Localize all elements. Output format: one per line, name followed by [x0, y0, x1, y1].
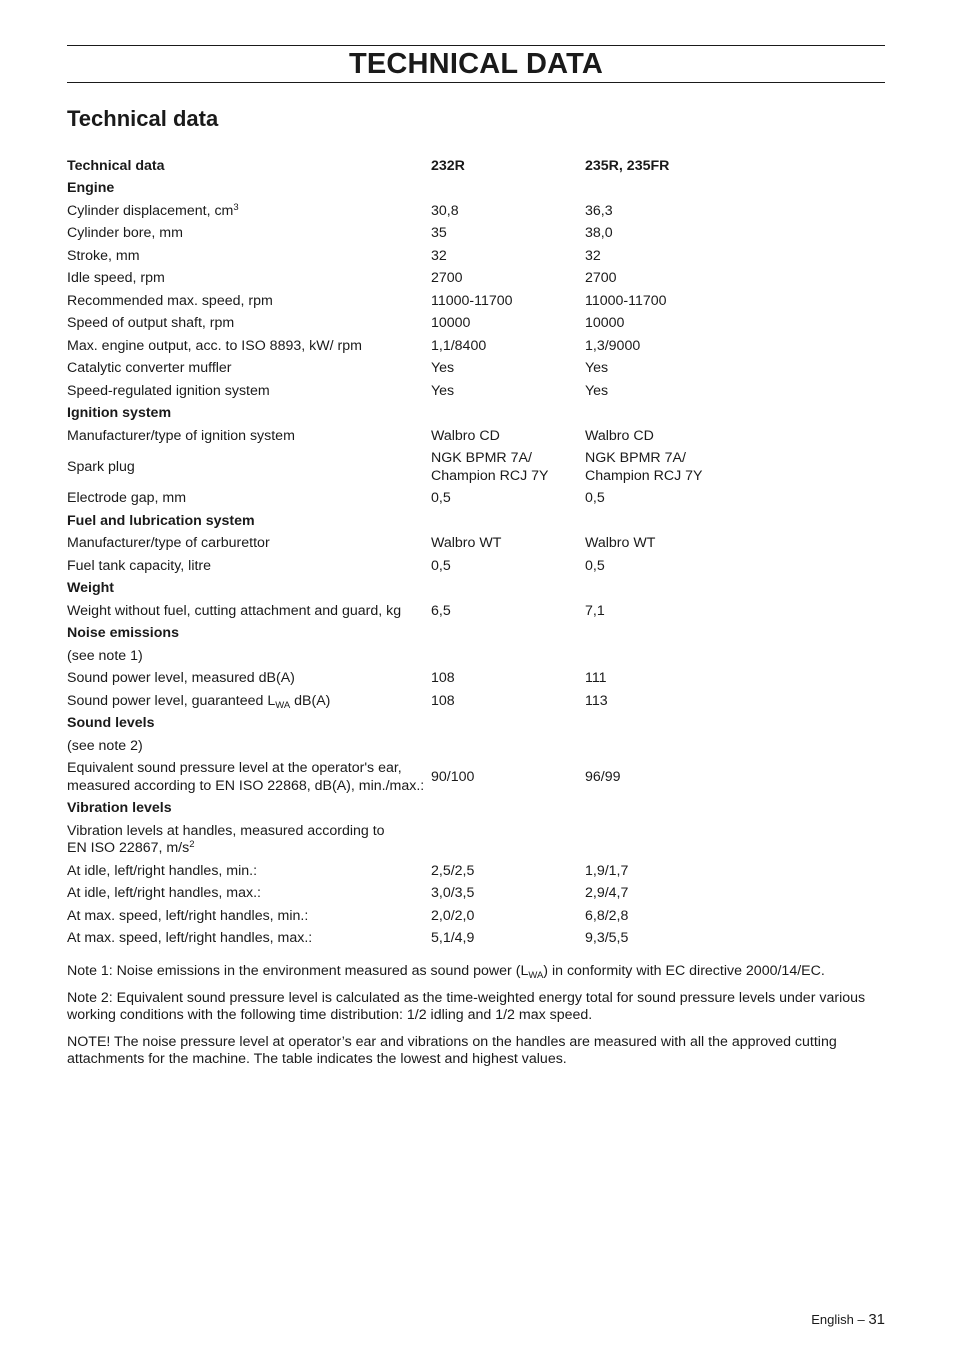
- table-group-row: [67, 178, 787, 201]
- table-row: [67, 860, 787, 883]
- table-row: [67, 928, 787, 951]
- label-text: Speed of output shaft, rpm: [67, 315, 235, 331]
- row-label: [67, 735, 431, 758]
- value-235r: 0,5: [585, 557, 605, 574]
- group-label: Engine: [67, 180, 115, 196]
- note-1-text-end: ) in conformity with EC directive 2000/14/EC.: [543, 963, 825, 979]
- value-232r: 2,0/2,0: [431, 907, 475, 924]
- value-232r: 0,5: [431, 490, 451, 506]
- table-row: [67, 820, 787, 860]
- row-label: [67, 533, 431, 556]
- note-2: Note 2: Equivalent sound pressure level is calculated as the time-weighted energy total for sound pressure levels under various working conditions with the following time distribution: 1/2 idling and 1/2 max speed.: [67, 989, 866, 1023]
- empty-cell: [431, 578, 585, 601]
- value-235r: 6,8/2,8: [585, 907, 629, 924]
- group-label: Ignition system: [67, 405, 172, 421]
- technical-data-table: [67, 155, 787, 950]
- label-line: Equivalent sound pressure level at the operator's ear,: [67, 760, 402, 776]
- label-text: EN ISO 22867, m/s: [67, 840, 190, 856]
- table-group-row: [67, 578, 787, 601]
- value-232r: [431, 820, 585, 860]
- empty-cell: [585, 578, 787, 601]
- label-text: At max. speed, left/right handles, min.:: [67, 907, 309, 924]
- label-text: Cylinder displacement, cm: [67, 202, 234, 219]
- table-row: [67, 313, 787, 336]
- table-group-row: [67, 510, 787, 533]
- label-text: Weight without fuel, cutting attachment and guard, kg: [67, 602, 402, 619]
- label-text: Manufacturer/type of ignition system: [67, 427, 295, 444]
- value-line: Champion RCJ 7Y: [585, 467, 703, 484]
- value-235r: 96/99: [585, 768, 621, 785]
- table-group-row: [67, 798, 787, 821]
- value-235r: 2700: [585, 270, 617, 286]
- value-235r: 38,0: [585, 225, 613, 241]
- table-row: [67, 268, 787, 291]
- table-row: [67, 758, 787, 798]
- label-text: Sound power level, guaranteed L: [67, 692, 276, 709]
- value-235r: 1,3/9000: [585, 337, 641, 354]
- value-235r: 36,3: [585, 202, 613, 219]
- table-row: [67, 448, 787, 488]
- value-line: Champion RCJ 7Y: [431, 467, 549, 484]
- value-232r: 30,8: [431, 202, 459, 219]
- value-232r: 108: [431, 692, 455, 709]
- label-text: Speed-regulated ignition system: [67, 382, 270, 399]
- row-label: [67, 335, 431, 358]
- label-text: At idle, left/right handles, min.:: [67, 862, 258, 879]
- row-label: [67, 883, 431, 906]
- table-row: [67, 425, 787, 448]
- value-235r: 11000-11700: [585, 292, 667, 309]
- row-label: [67, 758, 431, 798]
- value-235r: 32: [585, 247, 601, 264]
- row-label: [67, 668, 431, 691]
- row-label: Spark plug: [67, 458, 135, 475]
- label-line: Vibration levels at handles, measured according to: [67, 822, 385, 839]
- empty-cell: [431, 623, 585, 646]
- label-text: Electrode gap, mm: [67, 490, 187, 506]
- label-text: Manufacturer/type of carburettor: [67, 535, 270, 551]
- row-label: [67, 928, 431, 951]
- value-232r: 3,0/3,5: [431, 885, 475, 901]
- row-label: [67, 645, 431, 668]
- group-label: Sound levels: [67, 715, 155, 731]
- value-232r: 0,5: [431, 557, 451, 574]
- table-row: [67, 690, 787, 713]
- empty-cell: [585, 178, 787, 201]
- table-row: [67, 245, 787, 268]
- column-header: 235R, 235FR: [585, 157, 670, 174]
- row-label: [67, 690, 431, 713]
- page-header-title: TECHNICAL DATA: [348, 48, 604, 80]
- value-line: NGK BPMR 7A/: [585, 450, 686, 466]
- label-text: Catalytic converter muffler: [67, 360, 232, 376]
- empty-cell: [431, 178, 585, 201]
- table-group-row: [67, 713, 787, 736]
- value-232r: Walbro WT: [431, 535, 502, 551]
- table-row: [67, 645, 787, 668]
- empty-cell: [585, 713, 787, 736]
- value-235r: [585, 448, 787, 488]
- group-label: Weight: [67, 580, 115, 596]
- table-row: [67, 668, 787, 691]
- column-header: Technical data: [67, 157, 165, 174]
- empty-cell: [431, 713, 585, 736]
- value-235r: Walbro CD: [585, 427, 654, 444]
- row-label: [67, 290, 431, 313]
- page-header: [67, 45, 885, 83]
- section-title: Technical data: [67, 106, 219, 131]
- table-group-row: [67, 623, 787, 646]
- value-232r: 5,1/4,9: [431, 930, 475, 946]
- label-text: Recommended max. speed, rpm: [67, 292, 273, 309]
- value-232r: 6,5: [431, 602, 451, 619]
- value-232r: 10000: [431, 315, 471, 331]
- table-group-row: [67, 403, 787, 426]
- table-row: [67, 290, 787, 313]
- label-text: Max. engine output, acc. to ISO 8893, kW/ rpm: [67, 337, 362, 354]
- table-row: [67, 488, 787, 511]
- value-235r: 9,3/5,5: [585, 930, 629, 946]
- table-row: [67, 200, 787, 223]
- subscript: WA: [275, 699, 291, 711]
- row-label: [67, 425, 431, 448]
- value-235r: Yes: [585, 360, 609, 376]
- note-1: [67, 963, 885, 981]
- table-row: [67, 335, 787, 358]
- row-label: [67, 200, 431, 223]
- label-text: Idle speed, rpm: [67, 270, 165, 286]
- label-text: (see note 2): [67, 737, 143, 754]
- row-label: [67, 358, 431, 381]
- value-232r: 2,5/2,5: [431, 862, 475, 879]
- note-3: NOTE! The noise pressure level at operator’s ear and vibrations on the handles are measured with all the approved cutting attachments for the machine. The table indicates the lowest and highest values.: [67, 1033, 837, 1067]
- row-label: [67, 555, 431, 578]
- empty-cell: [585, 798, 787, 821]
- table-row: [67, 735, 787, 758]
- row-label: [67, 860, 431, 883]
- value-232r: Yes: [431, 360, 455, 376]
- technical-data-table-body: [67, 155, 787, 950]
- group-label: Noise emissions: [67, 625, 179, 641]
- value-235r: 113: [585, 692, 608, 709]
- value-235r: [585, 645, 787, 668]
- notes: [67, 963, 885, 1078]
- label-text: measured according to EN ISO 22868, dB(A), min./max.:: [67, 777, 425, 794]
- page-number: 31: [868, 1311, 885, 1328]
- note-1-text-start: Note 1: Noise emissions in the environment measured as sound power (L: [67, 963, 529, 979]
- row-label: [67, 245, 431, 268]
- value-232r: Yes: [431, 382, 455, 399]
- empty-cell: [585, 403, 787, 426]
- group-label: Vibration levels: [67, 800, 172, 816]
- value-235r: 1,9/1,7: [585, 862, 629, 879]
- footer-separator: –: [853, 1312, 869, 1327]
- label-text: At idle, left/right handles, max.:: [67, 885, 261, 901]
- table-row: [67, 380, 787, 403]
- value-235r: 0,5: [585, 490, 605, 506]
- table-row: [67, 905, 787, 928]
- value-235r: [585, 735, 787, 758]
- value-232r: [431, 645, 585, 668]
- table-row: [67, 555, 787, 578]
- table-row: [67, 600, 787, 623]
- label-text: Sound power level, measured dB(A): [67, 670, 295, 686]
- label-text: (see note 1): [67, 647, 143, 664]
- row-label: [67, 313, 431, 336]
- row-label: [67, 380, 431, 403]
- value-232r: [431, 735, 585, 758]
- table-row: [67, 223, 787, 246]
- row-label: [67, 488, 431, 511]
- label-text: Cylinder bore, mm: [67, 225, 183, 241]
- value-235r: 111: [585, 670, 607, 686]
- value-232r: 32: [431, 247, 447, 264]
- empty-cell: [431, 403, 585, 426]
- label-line: [67, 840, 431, 858]
- label-text: Fuel tank capacity, litre: [67, 557, 212, 574]
- value-235r: 2,9/4,7: [585, 885, 629, 901]
- value-232r: 35: [431, 225, 447, 241]
- page-footer: [811, 1311, 885, 1328]
- footer-language: English: [811, 1312, 854, 1327]
- group-label: Fuel and lubrication system: [67, 512, 255, 529]
- superscript: 3: [233, 201, 239, 213]
- label-text: Stroke, mm: [67, 247, 140, 264]
- row-label: [67, 600, 431, 623]
- table-row: [67, 533, 787, 556]
- row-label: [67, 905, 431, 928]
- label-text: At max. speed, left/right handles, max.:: [67, 930, 313, 946]
- row-label: [67, 820, 431, 860]
- note-1-subscript: WA: [528, 970, 544, 981]
- value-232r: 1,1/8400: [431, 337, 487, 354]
- value-232r: 11000-11700: [431, 292, 513, 309]
- column-header: 232R: [431, 157, 465, 174]
- empty-cell: [431, 510, 585, 533]
- value-232r: [431, 448, 585, 488]
- table-row: [67, 358, 787, 381]
- value-232r: Walbro CD: [431, 427, 500, 444]
- value-235r: [585, 820, 787, 860]
- label-line: [67, 778, 431, 796]
- value-232r: 108: [431, 670, 455, 686]
- value-232r: 2700: [431, 270, 463, 286]
- value-line: NGK BPMR 7A/: [431, 450, 532, 466]
- row-label: [67, 268, 431, 291]
- value-235r: Walbro WT: [585, 535, 656, 551]
- value-235r: 7,1: [585, 602, 605, 619]
- row-label: [67, 223, 431, 246]
- value-235r: 10000: [585, 315, 625, 331]
- table-row: [67, 883, 787, 906]
- empty-cell: [431, 798, 585, 821]
- empty-cell: [585, 510, 787, 533]
- superscript: 2: [189, 839, 195, 850]
- table-header-row: [67, 155, 787, 178]
- value-235r: Yes: [585, 382, 609, 399]
- label-text-suffix: dB(A): [290, 692, 331, 709]
- empty-cell: [585, 623, 787, 646]
- value-232r: 90/100: [431, 768, 475, 785]
